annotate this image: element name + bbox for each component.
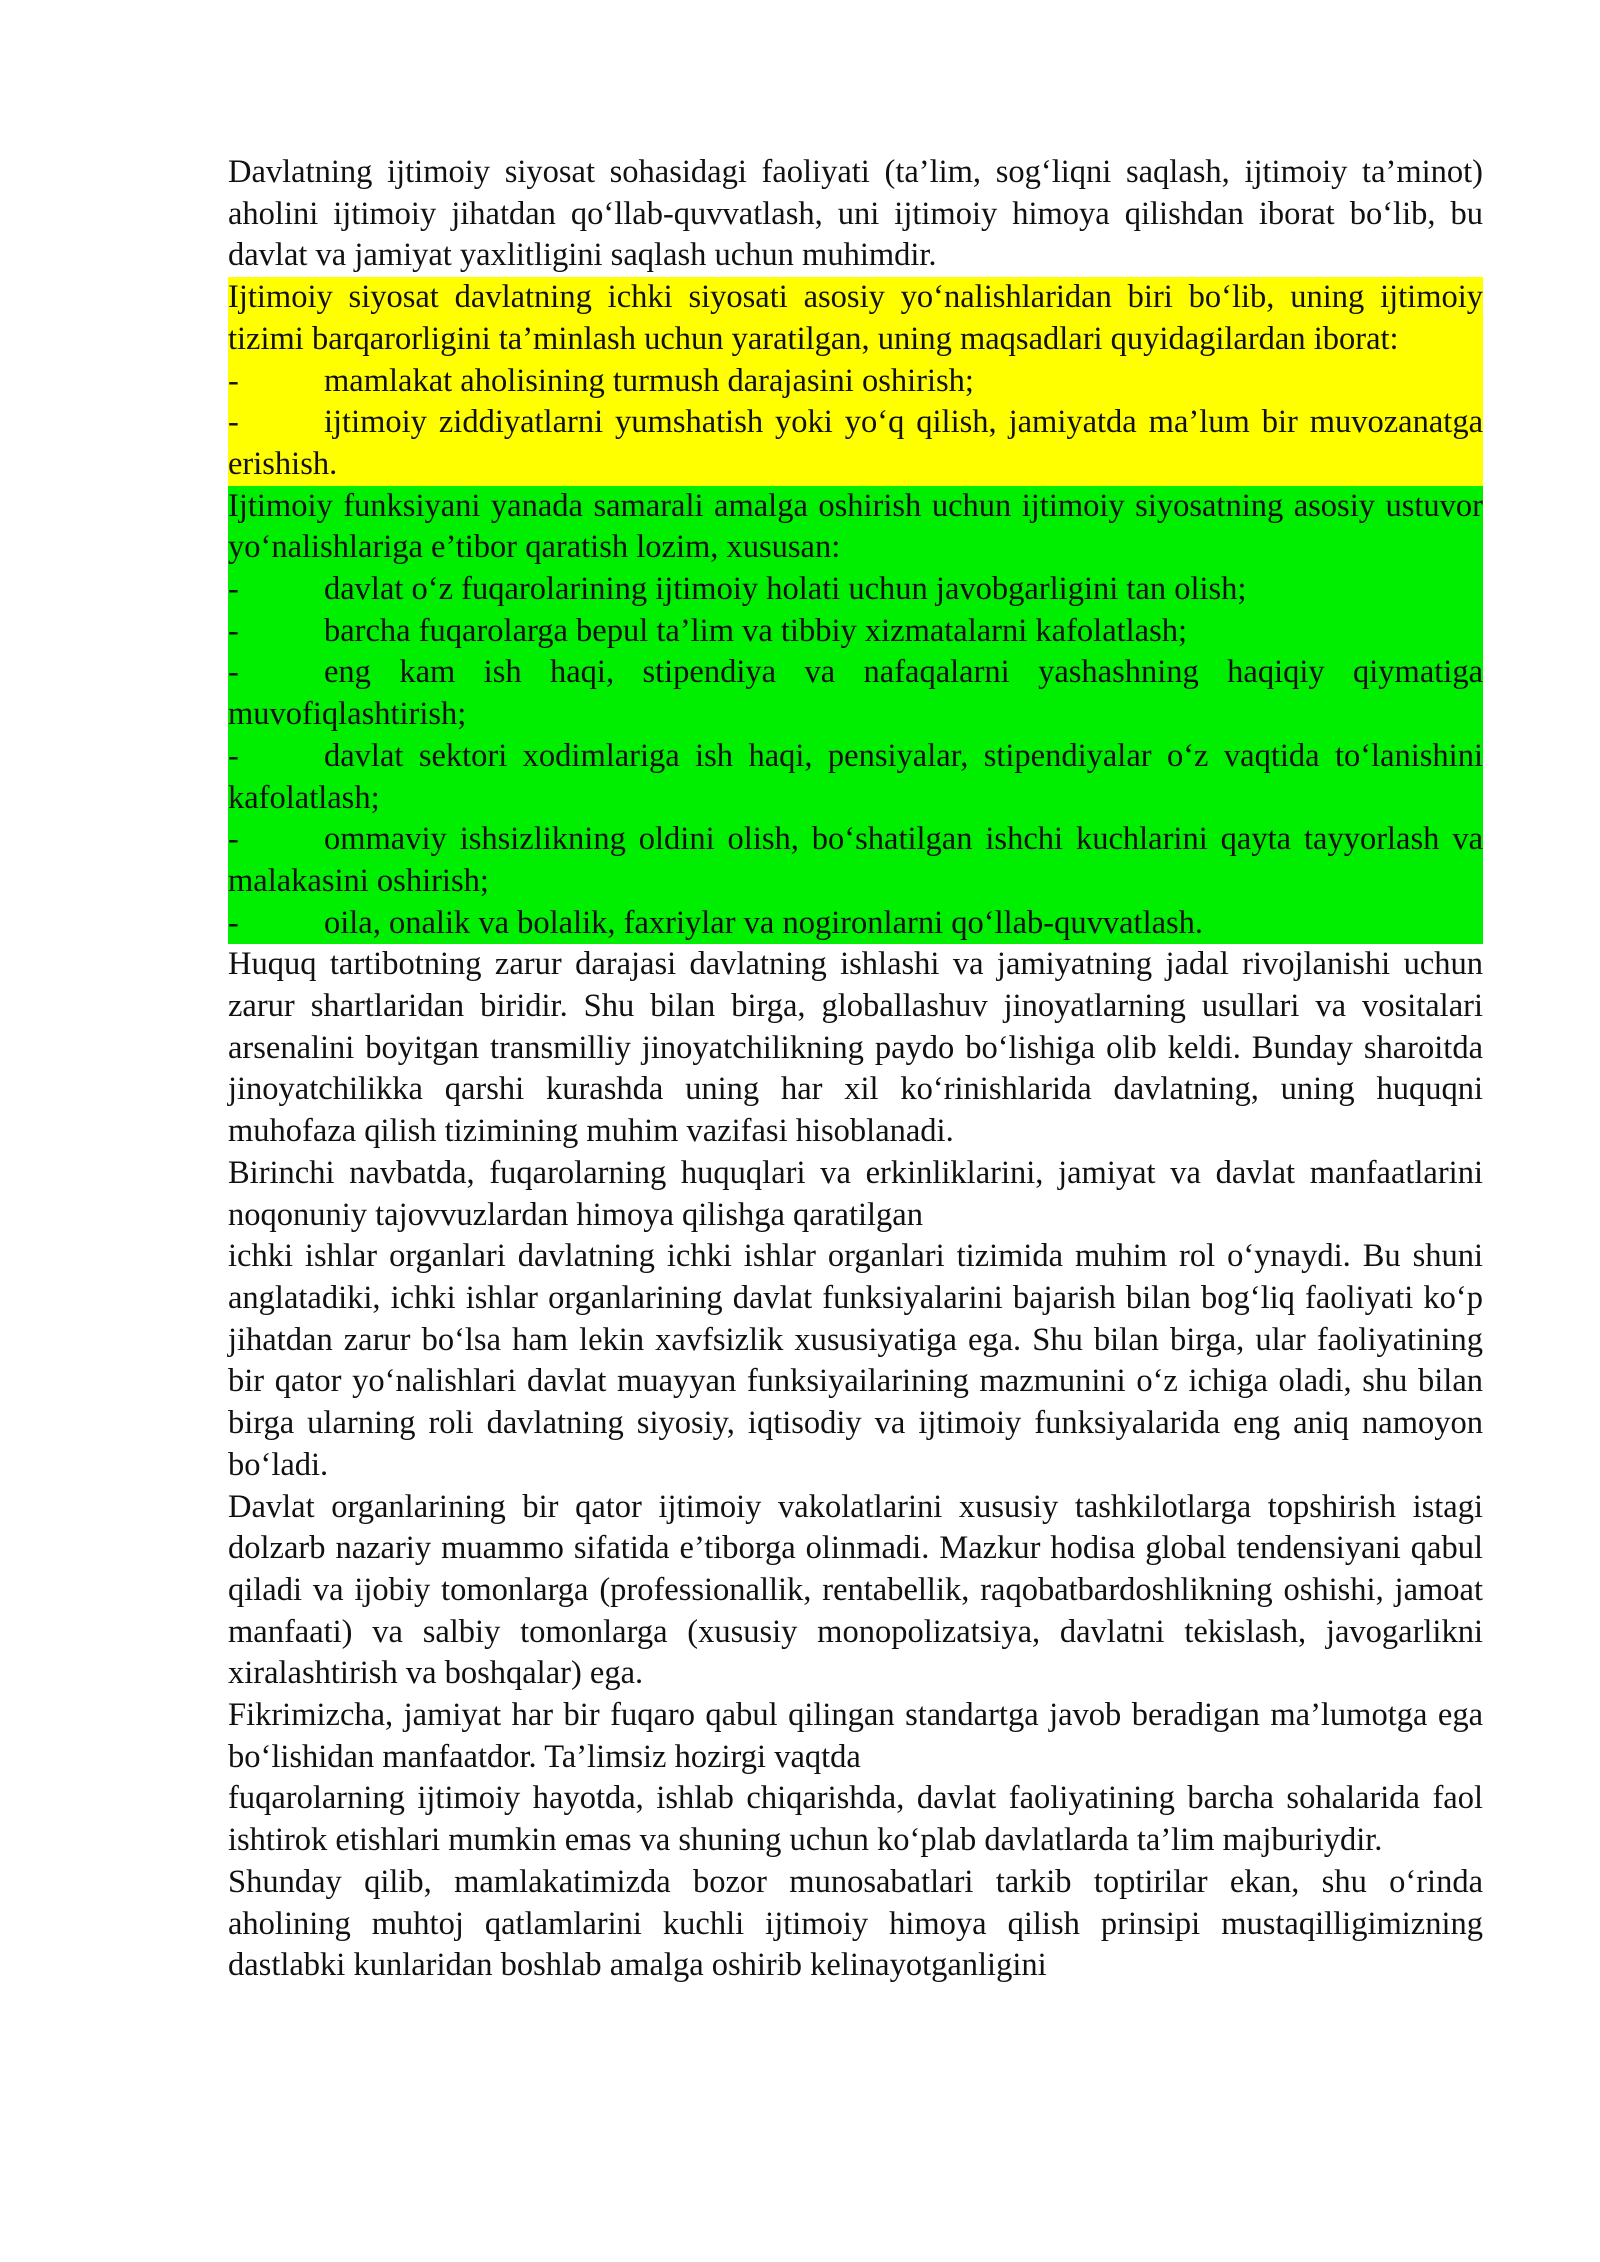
list-item xyxy=(228,611,1483,653)
highlight-yellow-block xyxy=(228,277,1483,486)
list-item-text: davlat o‘z fuqarolarining ijtimoiy holati uchun javobgarligini tan olish; xyxy=(324,571,1247,608)
list-item xyxy=(228,402,1483,485)
list-dash: - xyxy=(228,612,239,649)
paragraph-social-policy: Davlatning ijtimoiy siyosat sohasidagi faoliyati (ta’lim, sog‘liqni saqlash, ijtimoiy ta’minot) aholini ijtimoiy jihatdan qo‘llab-quvvatlash, uni ijtimoiy himoya qilishdan iborat bo‘lib, bu davlat va jamiyat yaxlitligini saqlash uchun muhimdir. xyxy=(228,154,1483,274)
list-item xyxy=(228,569,1483,611)
paragraph-rights-protection: Birinchi navbatda, fuqarolarning huquqlari va erkinliklarini, jamiyat va davlat manfaatlarini noqonuniy tajovvuzlardan himoya qilishga qaratilgan xyxy=(228,1154,1483,1233)
list-item-text: ommaviy ishsizlikning oldini olish, bo‘shatilgan ishchi kuchlarini qayta tayyorlash va malakasini oshirish; xyxy=(228,821,1483,899)
list-dash: - xyxy=(228,737,239,774)
list-item xyxy=(228,361,1483,403)
paragraph-law-order: Huquq tartibotning zarur darajasi davlatning ishlashi va jamiyatning jadal rivojlanishi uchun zarur shartlaridan biridir. Shu bilan birga, globallashuv jinoyatlarning usullari va vositalari arsenalini boyitgan transmilliy jinoyatchilikning paydo bo‘lishiga olib keldi. Bunday sharoitda jinoyatchilikka qarshi kurashda uning har xil ko‘rinishlarida davlatning, uning huquqni muhofaza qilish tizimining muhim vazifasi hisoblanadi. xyxy=(228,946,1483,1150)
list-item xyxy=(228,903,1483,945)
list-item xyxy=(228,652,1483,735)
highlight-green-block xyxy=(228,486,1483,945)
list-item-text: eng kam ish haqi, stipendiya va nafaqalarni yashashning haqiqiy qiymatiga muvofiqlashtirish; xyxy=(228,654,1483,733)
document-page xyxy=(228,152,1483,1987)
list-item-text: barcha fuqarolarga bepul ta’lim va tibbiy xizmatalarni kafolatlash; xyxy=(324,612,1188,649)
list-item-text: davlat sektori xodimlariga ish haqi, pensiyalar, stipendiyalar o‘z vaqtida to‘lanishini kafolatlash; xyxy=(228,737,1483,816)
list-item xyxy=(228,736,1483,819)
list-dash: - xyxy=(228,821,239,858)
paragraph-policy-goals: Ijtimoiy siyosat davlatning ichki siyosati asosiy yo‘nalishlaridan biri bo‘lib, uning ijtimoiy tizimi barqarorligini ta’minlash uchun yaratilgan, uning maqsadlari quyidagilardan iborat: xyxy=(228,279,1483,357)
list-item-text: mamlakat aholisining turmush darajasini oshirish; xyxy=(324,362,974,399)
list-dash: - xyxy=(228,571,239,608)
list-dash: - xyxy=(228,404,239,441)
paragraph-internal-affairs: ichki ishlar organlari davlatning ichki ishlar organlari tizimida muhim rol o‘ynaydi. Bu shuni anglatadiki, ichki ishlar organlarining davlat funksiyalarini bajarish bilan bog‘liq faoliyati ko‘p jihatdan zarur bo‘lsa ham lekin xavfsizlik xususiyatiga ega. Shu bilan birga, ular faoliyatining bir qator yo‘nalishlari davlat muayyan funksiyailarining mazmunini o‘z ichiga oladi, shu bilan birga ularning roli davlatning siyosiy, iqtisodiy va ijtimoiy funksiyalarida eng aniq namoyon bo‘ladi. xyxy=(228,1238,1483,1483)
list-dash: - xyxy=(228,362,239,399)
list-item-text: ijtimoiy ziddiyatlarni yumshatish yoki yo‘q qilish, jamiyatda ma’lum bir muvozanatga erishish. xyxy=(228,404,1483,482)
list-dash: - xyxy=(228,654,239,691)
paragraph-priorities: Ijtimoiy funksiyani yanada samarali amalga oshirish uchun ijtimoiy siyosatning asosiy ustuvor yo‘nalishlariga e’tibor qaratish lozim, xususan: xyxy=(228,487,1483,566)
paragraph-state-powers: Davlat organlarining bir qator ijtimoiy vakolatlarini xususiy tashkilotlarga topshirish istagi dolzarb nazariy muammo sifatida e’tiborga olinmadi. Mazkur hodisa global tendensiyani qabul qiladi va ijobiy tomonlarga (professionallik, rentabellik, raqobatbardoshlikning oshishi, jamoat manfaati) va salbiy tomonlarga (xususiy monopolizatsiya, davlatni tekislash, javogarlikni xiralashtirish va boshqalar) ega. xyxy=(228,1488,1483,1692)
paragraph-market-relations: Shunday qilib, mamlakatimizda bozor munosabatlari tarkib toptirilar ekan, shu o‘rinda aholining muhtoj qatlamlarini kuchli ijtimoiy himoya qilish prinsipi mustaqilligimizning dastlabki kunlaridan boshlab amalga oshirib kelinayotganligini xyxy=(228,1863,1483,1984)
list-dash: - xyxy=(228,904,239,941)
list-item-text: oila, onalik va bolalik, faxriylar va nogironlarni qo‘llab-quvvatlash. xyxy=(324,904,1204,941)
paragraph-education-mandatory: fuqarolarning ijtimoiy hayotda, ishlab chiqarishda, davlat faoliyatining barcha sohalarida faol ishtirok etishlari mumkin emas va shuning uchun ko‘plab davlatlarda ta’lim majburiydir. xyxy=(228,1780,1483,1859)
list-item xyxy=(228,819,1483,902)
paragraph-education-standard: Fikrimizcha, jamiyat har bir fuqaro qabul qilingan standartga javob beradigan ma’lumotga ega bo‘lishidan manfaatdor. Ta’limsiz hozirgi vaqtda xyxy=(228,1697,1483,1775)
